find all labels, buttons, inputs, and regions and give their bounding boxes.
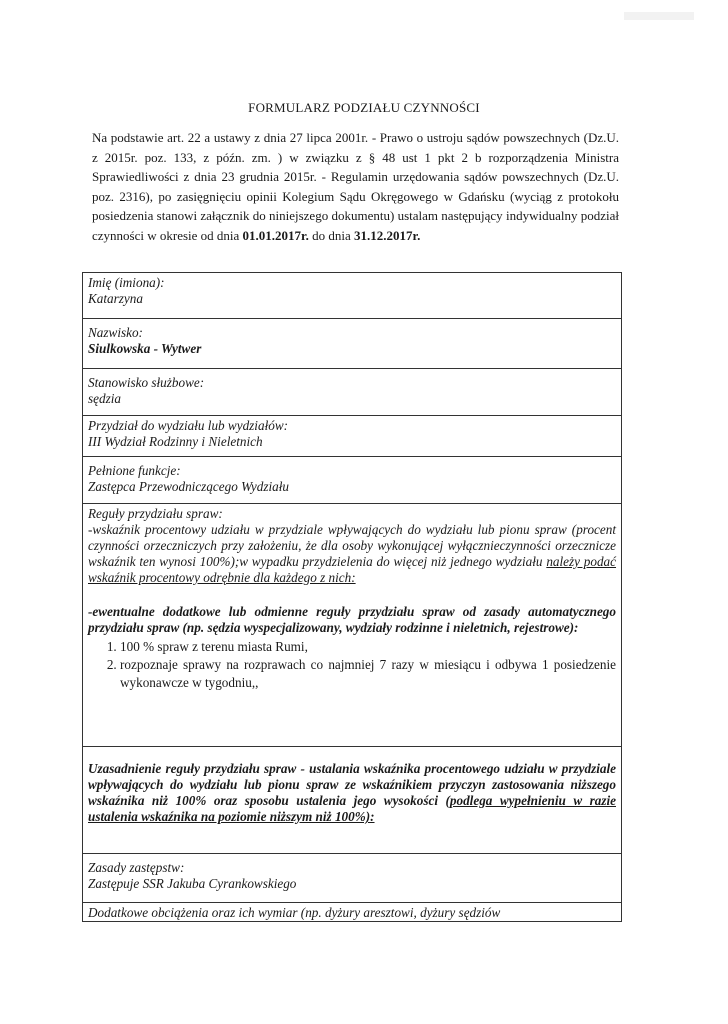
substitution-label: Zasady zastępstw: [88,860,185,875]
row-position [83,369,622,416]
intro-text: Na podstawie art. 22 a ustawy z dnia 27 lipca 2001r. - Prawo o ustroju sądów powszechnych (Dz.U. z 2015r. poz. 133, z późn. zm. ) w związku z § 48 ust 1 pkt 2 b rozporządzenia Ministra Sprawiedliwości z dnia 23 grudnia 2015r. - Regulamin urzędowania sądów powszechnych (Dz.U. poz. 2316), po zasięgnięciu opinii Kolegium Sądu Okręgowego w Gdańsku (wyciąg z protokołu posiedzenia stanowi załącznik do niniejszego dokumentu) ustalam następujący indywidualny podział czynności w okresie od dnia [92,130,619,243]
date-to: 31.12.2017r. [354,227,421,243]
page-title: FORMULARZ PODZIAŁU CZYNNOŚCI [248,100,480,115]
list-item: 2. rozpoznaje sprawy na rozprawach co najmniej 7 razy w miesiącu i odbywa 1 posiedzenie wykonawcze w tygodniu,, [120,656,616,692]
row-division [83,416,622,457]
justification-text [88,761,616,825]
rules-p1-text: -wskaźnik procentowy udziału w przydziale wpływających do wydziału lub pionu spraw (procent czynności orzeczniczych przy założeniu, że dla osoby wykonującej wyłącznieczynności orzecznicze wskaźnik ten wynosi 100%);w wypadku przydzielenia do więcej niż jednego wydziału [88,522,616,569]
justification-main: Uzasadnienie reguły przydziału spraw - ustalania wskaźnika procentowego udziału w przydziale wpływających do wydziału lub pionu spraw ze wskaźnikiem przyczyn zastosowania niższego wskaźnika niż 100% oraz sposobu ustalenia jego wysokości [88,761,616,808]
functions-label: Pełnione funkcje: [88,463,181,478]
list-item: 1. 100 % spraw z terenu miasta Rumi, [120,638,616,656]
row-surname [83,319,622,369]
intro-mid: do dnia [312,227,351,243]
row-additional [83,903,622,922]
functions-value: Zastępca Przewodniczącego Wydziału [88,479,289,494]
assignment-form-table [82,272,622,922]
rules-gap [88,586,616,604]
rules-label: Reguły przydziału spraw: [88,506,223,521]
rules-paragraph-2: -ewentualne dodatkowe lub odmienne reguły przydziału spraw od zasady automatycznego przydziału spraw (np. sędzia wyspecjalizowany, wydziały rodzinne i nieletnich, rejestrowe): [88,604,616,635]
scan-artifact [624,12,694,20]
position-value: sędzia [88,391,121,406]
justification-underlined: (podlega wypełnieniu w razie ustalenia wskaźnika na poziomie niższym niż 100%): [88,793,616,824]
date-from: 01.01.2017r. [242,227,309,243]
intro-paragraph [92,128,619,245]
names-label: Imię (imiona): [88,275,165,290]
row-substitution [83,854,622,903]
surname-value: Siulkowska - Wytwer [88,341,202,356]
rules-list [88,638,616,692]
row-justification [83,747,622,854]
substitution-value: Zastępuje SSR Jakuba Cyrankowskiego [88,876,297,891]
row-names [83,273,622,319]
division-label: Przydział do wydziału lub wydziałów: [88,418,289,433]
surname-label: Nazwisko: [88,325,143,340]
row-rules [83,504,622,747]
rules-p1-underlined: należy podać wskaźnik procentowy odrębnie dla każdego z nich: [88,554,617,585]
row-functions [83,457,622,504]
position-label: Stanowisko służbowe: [88,375,205,390]
additional-label: Dodatkowe obciążenia oraz ich wymiar (np. dyżury aresztowi, dyżury sędziów [88,905,501,920]
rules-paragraph-1 [88,522,616,586]
names-value: Katarzyna [88,291,143,306]
division-value: III Wydział Rodzinny i Nieletnich [88,434,263,449]
